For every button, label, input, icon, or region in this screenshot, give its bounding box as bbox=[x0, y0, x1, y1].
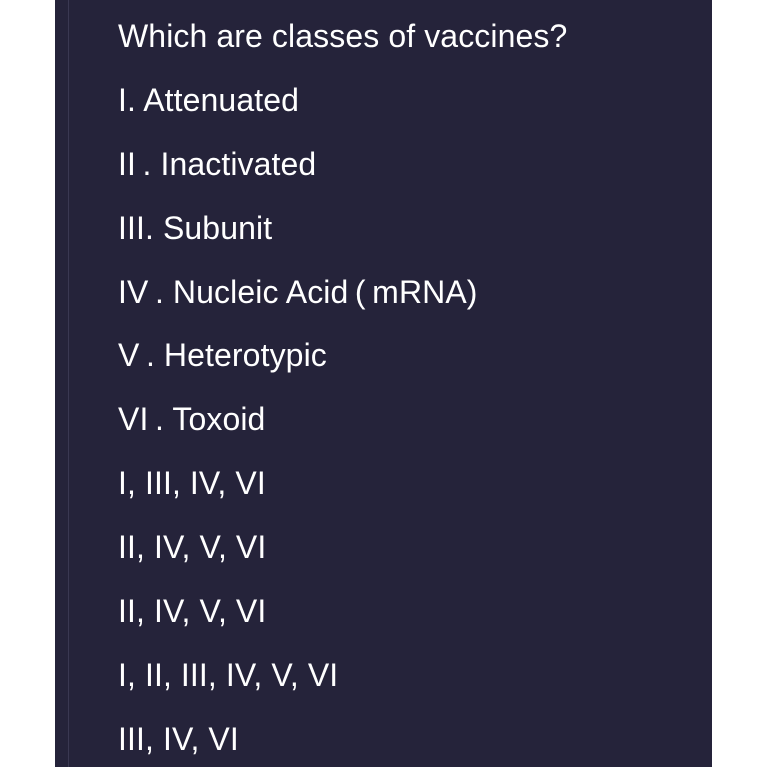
answer-option-2[interactable]: II, IV, V, VI bbox=[118, 529, 267, 565]
answer-option-1[interactable]: I, III, IV, VI bbox=[118, 465, 266, 501]
question-text: Which are classes of vaccines? bbox=[118, 18, 568, 54]
statement-6: VI . Toxoid bbox=[118, 401, 266, 437]
statement-2: II . Inactivated bbox=[118, 146, 317, 182]
answer-option-3[interactable]: II, IV, V, VI bbox=[118, 593, 267, 629]
card-divider bbox=[68, 0, 69, 767]
statement-5: V . Heterotypic bbox=[118, 337, 327, 373]
statement-3: III. Subunit bbox=[118, 210, 273, 246]
statement-4: IV . Nucleic Acid ( mRNA) bbox=[118, 274, 478, 310]
question-card bbox=[55, 0, 712, 767]
answer-option-4[interactable]: I, II, III, IV, V, VI bbox=[118, 657, 339, 693]
statement-1: I. Attenuated bbox=[118, 82, 300, 118]
answer-option-5[interactable]: III, IV, VI bbox=[118, 721, 239, 757]
